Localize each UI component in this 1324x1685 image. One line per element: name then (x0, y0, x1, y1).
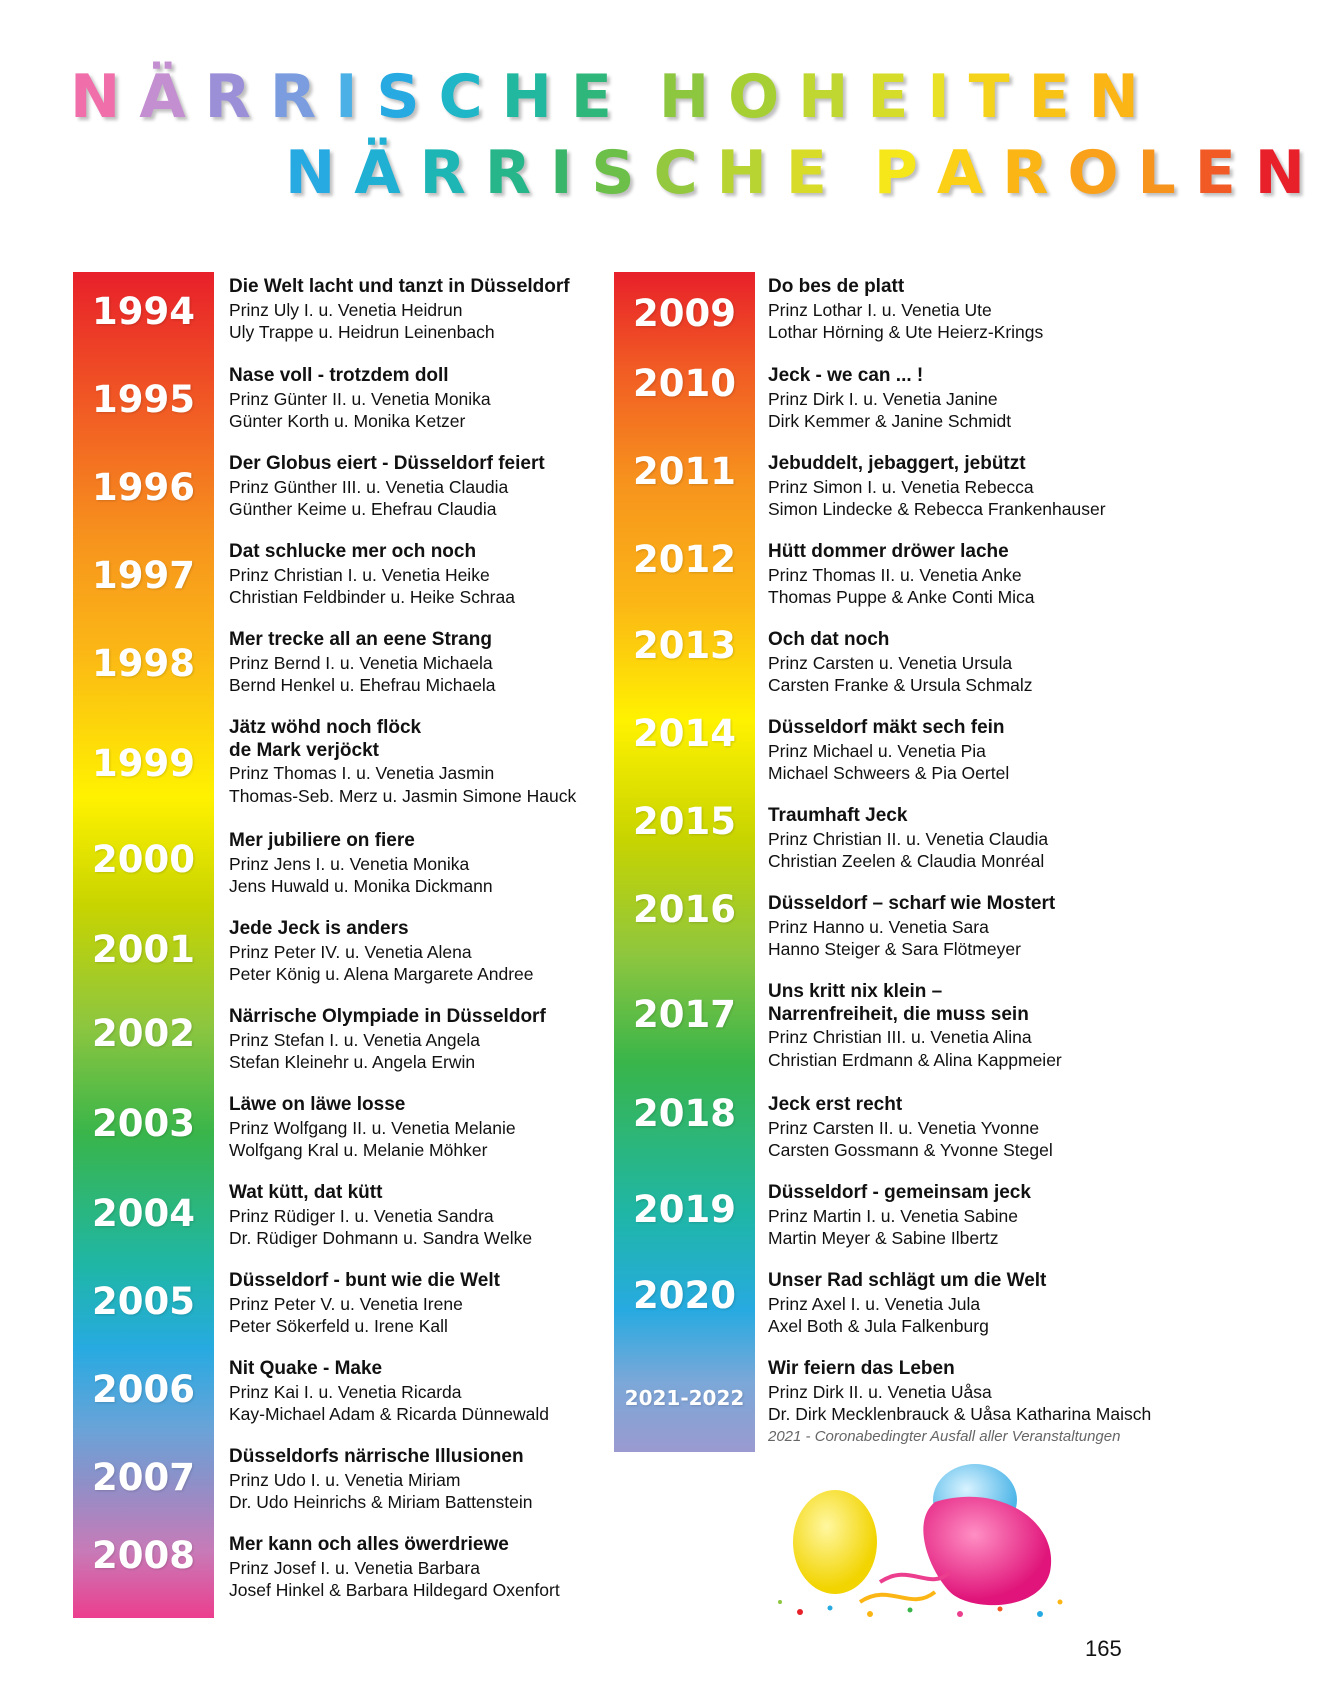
names: Peter König u. Alena Margarete Andree (229, 964, 534, 984)
names: Thomas-Seb. Merz u. Jasmin Simone Hauck (229, 785, 577, 806)
entry (768, 893, 1055, 961)
title-letter: I (550, 138, 592, 208)
motto: Narrenfreiheit, die muss sein (768, 1003, 1029, 1025)
prinz-venetia: Prinz Jens I. u. Venetia Monika (229, 853, 470, 874)
title-letter: E (570, 62, 631, 132)
entry (229, 918, 534, 986)
title-letter: P (873, 138, 937, 208)
confetti-icon (778, 1600, 1063, 1618)
entry (229, 717, 576, 807)
title-letter: S (591, 138, 654, 208)
prinz-venetia: Prinz Peter V. u. Venetia Irene (229, 1293, 463, 1314)
year-label: 2006 (92, 1368, 195, 1411)
names: Hanno Steiger & Sara Flötmeyer (768, 939, 1021, 959)
entry (768, 1094, 1053, 1162)
entry (229, 1006, 546, 1074)
motto: Jeck erst recht (768, 1094, 903, 1115)
motto: Düsseldorfs närrische Illusionen (229, 1446, 524, 1467)
title-letter: E (1028, 62, 1089, 132)
entry (229, 276, 570, 344)
motto: Wir feiern das Leben (768, 1358, 955, 1379)
entry (229, 1446, 532, 1514)
prinz-venetia: Prinz Carsten u. Venetia Ursula (768, 652, 1013, 673)
entry (768, 276, 1043, 344)
motto: Dat schlucke mer och noch (229, 541, 477, 562)
entry (229, 1358, 549, 1426)
motto: Uns kritt nix klein – (768, 981, 943, 1002)
names: Dr. Udo Heinrichs & Miriam Battenstein (229, 1492, 533, 1512)
prinz-venetia: Prinz Wolfgang II. u. Venetia Melanie (229, 1117, 516, 1138)
year-label: 2013 (633, 624, 736, 667)
entry (229, 453, 545, 521)
title-letter: R (1002, 138, 1068, 208)
prinz-venetia: Prinz Michael u. Venetia Pia (768, 740, 986, 761)
title-letter: O (1067, 138, 1138, 208)
names: Wolfgang Kral u. Melanie Möhker (229, 1140, 488, 1160)
entry (229, 1270, 500, 1338)
prinz-venetia: Prinz Bernd I. u. Venetia Michaela (229, 652, 493, 673)
prinz-venetia: Prinz Lothar I. u. Venetia Ute (768, 299, 992, 320)
title-letter: S (376, 62, 439, 132)
names: Thomas Puppe & Anke Conti Mica (768, 587, 1035, 607)
entry (768, 717, 1009, 785)
entry (768, 1358, 1151, 1448)
prinz-venetia: Prinz Axel I. u. Venetia Jula (768, 1293, 981, 1314)
title-line-1 (70, 62, 1158, 132)
prinz-venetia: Prinz Martin I. u. Venetia Sabine (768, 1205, 1018, 1226)
title-letter: Ä (139, 62, 205, 132)
names: Simon Lindecke & Rebecca Frankenhauser (768, 499, 1106, 519)
year-label: 1998 (92, 642, 195, 685)
names: Stefan Kleinehr u. Angela Erwin (229, 1052, 476, 1072)
prinz-venetia: Prinz Simon I. u. Venetia Rebecca (768, 476, 1034, 497)
title-line-2 (285, 138, 1324, 208)
names: Christian Feldbinder u. Heike Schraa (229, 587, 515, 607)
motto: Jede Jeck is anders (229, 918, 409, 939)
title-letter: R (419, 138, 485, 208)
entry (768, 453, 1106, 521)
year-label: 1997 (92, 554, 195, 597)
entry (768, 981, 1062, 1071)
year-label: 1994 (92, 290, 195, 333)
motto: Och dat noch (768, 629, 890, 650)
entry (768, 541, 1035, 609)
title-letter: E (785, 138, 846, 208)
prinz-venetia: Prinz Christian III. u. Venetia Alina (768, 1027, 1032, 1047)
year-label: 2016 (633, 888, 736, 931)
names: Günter Korth u. Monika Ketzer (229, 411, 466, 431)
title-letter: O (728, 62, 799, 132)
year-label: 2001 (92, 928, 195, 971)
prinz-venetia: Prinz Günther III. u. Venetia Claudia (229, 476, 509, 497)
names: Michael Schweers & Pia Oertel (768, 763, 1010, 783)
year-label: 2019 (633, 1188, 736, 1231)
title-letter: T (968, 62, 1029, 132)
year-label: 1999 (92, 742, 195, 785)
year-label: 2018 (633, 1092, 736, 1135)
year-label: 2011 (633, 450, 736, 493)
motto: Jebuddelt, jebaggert, jebützt (768, 453, 1026, 474)
motto: Mer kann och alles öwerdriewe (229, 1534, 509, 1555)
names: Günther Keime u. Ehefrau Claudia (229, 499, 497, 519)
prinz-venetia: Prinz Udo I. u. Venetia Miriam (229, 1469, 461, 1490)
entry (768, 1270, 1046, 1338)
year-label: 2004 (92, 1192, 195, 1235)
motto: Nase voll - trotzdem doll (229, 365, 449, 386)
names: Carsten Franke & Ursula Schmalz (768, 675, 1033, 695)
year-label: 2002 (92, 1012, 195, 1055)
note: 2021 - Coronabedingter Ausfall aller Veranstaltungen (768, 1427, 1121, 1445)
title-letter: C (438, 62, 502, 132)
prinz-venetia: Prinz Kai I. u. Venetia Ricarda (229, 1381, 462, 1402)
year-label: 2012 (633, 538, 736, 581)
title-letter: H (798, 62, 868, 132)
prinz-venetia: Prinz Christian I. u. Venetia Heike (229, 564, 490, 585)
motto: Düsseldorf - gemeinsam jeck (768, 1182, 1031, 1203)
motto: Der Globus eiert - Düsseldorf feiert (229, 453, 545, 474)
title-letter: H (501, 62, 571, 132)
title-letter: Ä (354, 138, 420, 208)
prinz-venetia: Prinz Peter IV. u. Venetia Alena (229, 941, 472, 962)
entry (229, 830, 493, 898)
page-number: 165 (1085, 1636, 1122, 1661)
title-letter: E (867, 62, 928, 132)
prinz-venetia: Prinz Dirk I. u. Venetia Janine (768, 388, 998, 409)
prinz-venetia: Prinz Rüdiger I. u. Venetia Sandra (229, 1205, 494, 1226)
year-label: 2020 (633, 1274, 736, 1317)
names: Martin Meyer & Sabine Ilbertz (768, 1228, 999, 1248)
motto: Wat kütt, dat kütt (229, 1182, 383, 1203)
entry (229, 365, 491, 433)
prinz-venetia: Prinz Dirk II. u. Venetia Uåsa (768, 1381, 992, 1402)
motto: Traumhaft Jeck (768, 805, 908, 826)
motto: Die Welt lacht und tanzt in Düsseldorf (229, 276, 570, 297)
names: Bernd Henkel u. Ehefrau Michaela (229, 675, 496, 695)
title-letter: L (1137, 138, 1195, 208)
title-letter: E (1194, 138, 1255, 208)
motto: Jätz wöhd noch flöck (229, 717, 422, 738)
motto: Mer jubiliere on fiere (229, 830, 415, 851)
title-letter: R (269, 62, 336, 132)
year-label: 2000 (92, 838, 195, 881)
entry (229, 541, 515, 609)
year-label: 2003 (92, 1102, 195, 1145)
year-label: 2007 (92, 1456, 195, 1499)
title-letter: N (1088, 62, 1158, 132)
balloons-image (760, 1462, 1080, 1622)
motto: Unser Rad schlägt um die Welt (768, 1270, 1047, 1291)
entry (768, 1182, 1031, 1250)
title-letter: N (285, 138, 355, 208)
year-bar-right (614, 272, 755, 1452)
year-bar-left (73, 272, 214, 1618)
title-letter: N (1254, 138, 1324, 208)
motto: Läwe on läwe losse (229, 1094, 406, 1115)
year-label: 2010 (633, 362, 736, 405)
title-letter: I (927, 62, 969, 132)
motto: Hütt dommer dröwer lache (768, 541, 1009, 562)
prinz-venetia: Prinz Stefan I. u. Venetia Angela (229, 1029, 481, 1050)
prinz-venetia: Prinz Günter II. u. Venetia Monika (229, 388, 491, 409)
title-letter: N (70, 62, 140, 132)
year-label: 2014 (633, 712, 736, 755)
entry (229, 629, 496, 697)
year-label: 2008 (92, 1534, 195, 1577)
names: Uly Trappe u. Heidrun Leinenbach (229, 322, 495, 342)
title-letter: A (936, 138, 1003, 208)
names: Kay-Michael Adam & Ricarda Dünnewald (229, 1404, 550, 1424)
names: Carsten Gossmann & Yvonne Stegel (768, 1140, 1053, 1160)
prinz-venetia: Prinz Uly I. u. Venetia Heidrun (229, 299, 463, 320)
prinz-venetia: Prinz Carsten II. u. Venetia Yvonne (768, 1117, 1040, 1138)
names: Dirk Kemmer & Janine Schmidt (768, 411, 1012, 431)
names: Peter Sökerfeld u. Irene Kall (229, 1316, 448, 1336)
prinz-venetia: Prinz Thomas I. u. Venetia Jasmin (229, 763, 495, 783)
motto: Mer trecke all an eene Strang (229, 629, 492, 650)
names: Christian Erdmann & Alina Kappmeier (768, 1049, 1062, 1070)
entry (229, 1182, 532, 1250)
title-letter: I (335, 62, 377, 132)
title-letter: R (204, 62, 270, 132)
title-letter: R (484, 138, 551, 208)
motto: Düsseldorf mäkt sech fein (768, 717, 1005, 738)
title-letter: H (658, 62, 729, 132)
motto: Düsseldorf – scharf wie Mostert (768, 893, 1056, 914)
prinz-venetia: Prinz Thomas II. u. Venetia Anke (768, 564, 1022, 585)
prinz-venetia: Prinz Christian II. u. Venetia Claudia (768, 828, 1049, 849)
names: Dr. Dirk Mecklenbrauck & Uåsa Katharina Maisch (768, 1404, 1152, 1424)
motto: Nit Quake - Make (229, 1358, 383, 1379)
prinz-venetia: Prinz Hanno u. Venetia Sara (768, 916, 989, 937)
year-label: 1996 (92, 466, 195, 509)
entry (768, 805, 1048, 873)
year-label: 1995 (92, 378, 195, 421)
title-letter: C (653, 138, 717, 208)
names: Jens Huwald u. Monika Dickmann (229, 876, 493, 896)
year-label: 2005 (92, 1280, 195, 1323)
entry (229, 1094, 516, 1162)
entry (229, 1534, 560, 1602)
title-letter: H (716, 138, 786, 208)
yellow-balloon-icon (793, 1490, 877, 1594)
pink-balloon-icon (923, 1497, 1051, 1605)
entry (768, 365, 1011, 433)
motto: Jeck - we can ... ! (768, 365, 924, 386)
prinz-venetia: Prinz Josef I. u. Venetia Barbara (229, 1557, 480, 1578)
names: Josef Hinkel & Barbara Hildegard Oxenfort (229, 1580, 560, 1600)
motto: de Mark verjöckt (229, 739, 379, 761)
entry (768, 629, 1033, 697)
year-label: 2015 (633, 800, 736, 843)
motto: Närrische Olympiade in Düsseldorf (229, 1006, 546, 1027)
motto: Düsseldorf - bunt wie die Welt (229, 1270, 500, 1291)
names: Dr. Rüdiger Dohmann u. Sandra Welke (229, 1228, 533, 1248)
names: Axel Both & Jula Falkenburg (768, 1316, 989, 1336)
year-label: 2021-2022 (624, 1386, 745, 1410)
year-label: 2009 (633, 292, 736, 335)
motto: Do bes de platt (768, 276, 905, 297)
names: Christian Zeelen & Claudia Monréal (768, 851, 1045, 871)
year-label: 2017 (633, 993, 736, 1036)
names: Lothar Hörning & Ute Heierz-Krings (768, 322, 1044, 342)
